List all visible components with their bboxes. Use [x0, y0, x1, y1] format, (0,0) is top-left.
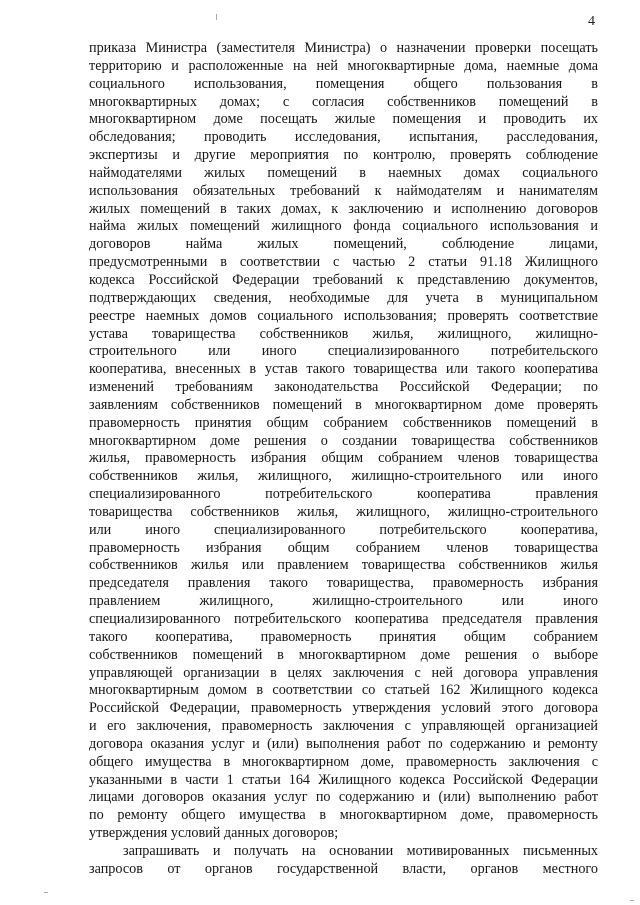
text-line: по ремонту общего имущества в многоквартирном доме, правомерность: [89, 807, 598, 824]
text-line: договоров найма жилых помещений, соблюдение лицами,: [89, 236, 598, 253]
scan-speck: [630, 900, 634, 901]
text-line: многоквартирном доме решения о создании товарищества собственников: [89, 432, 598, 449]
text-line: правомерность избрания общим собранием членов товарищества: [89, 539, 598, 556]
text-line: собственников жилья или правлением товарищества собственников жилья: [89, 557, 598, 574]
text-line: запрашивать и получать на основании мотивированных письменных: [123, 842, 598, 859]
text-line: кодекса Российской Федерации требований к представлению документов,: [89, 271, 598, 288]
page-number: 4: [588, 14, 595, 29]
text-line: общего имущества в многоквартирном доме, правомерность заключения с: [89, 753, 598, 770]
text-line: изменений требованиям законодательства Российской Федерации; по: [89, 379, 598, 396]
text-line: найма жилых помещений жилищного фонда социального использования и: [89, 218, 598, 235]
text-line: Российской Федерации, правомерность утверждения условий этого договора: [89, 700, 598, 717]
text-line: управляющей организации в целях заключения с ней договора управления: [89, 664, 598, 681]
text-line: многоквартирным домом в соответствии со статьей 162 Жилищного кодекса: [89, 682, 598, 699]
text-line: такого кооператива, правомерность принятия общим собранием: [89, 628, 598, 645]
text-line: товарищества собственников жилья, жилищного, жилищно-строительного: [89, 503, 598, 520]
text-line: предусмотренными в соответствии с частью 2 статьи 91.18 Жилищного: [89, 254, 598, 271]
text-line: устава товарищества собственников жилья, жилищного, жилищно-: [89, 325, 598, 342]
scan-speck: [216, 14, 217, 20]
text-line: указанными в части 1 статьи 164 Жилищного кодекса Российской Федерации: [89, 771, 598, 788]
text-line: приказа Министра (заместителя Министра) о назначении проверки посещать: [89, 40, 598, 56]
text-line: реестре наемных домов социального использования; проверять соответствие: [89, 307, 598, 324]
body-text: [89, 40, 598, 879]
text-line: наймодателями жилых помещений в наемных домах социального: [89, 164, 598, 181]
text-line: или иного специализированного потребительского кооператива,: [89, 521, 598, 538]
text-line: территорию и расположенные на ней многоквартирные дома, наемные дома: [89, 57, 598, 74]
text-line: договора оказания услуг и (или) выполнения работ по содержанию и ремонту: [89, 735, 598, 752]
text-line: социального использования, помещения общего пользования в: [89, 75, 598, 92]
text-line: правлением жилищного, жилищно-строительного или иного: [89, 593, 598, 610]
text-line: утверждения условий данных договоров;: [89, 825, 339, 842]
text-line: собственников помещений в многоквартирном доме решения о выборе: [89, 646, 598, 663]
text-line: заявлениям собственников помещений в многоквартирном доме проверять: [89, 396, 598, 413]
text-line: правомерность принятия общим собранием собственников помещений в: [89, 414, 598, 431]
text-line: председателя правления такого товарищества, правомерность избрания: [89, 575, 598, 592]
text-line: жилых помещений в таких домах, к заключению и исполнению договоров: [89, 200, 598, 217]
text-line: специализированного потребительского кооператива правления: [89, 486, 598, 503]
text-line: и его заключения, правомерность заключения с управляющей организацией: [89, 718, 598, 735]
text-line: обследования; проводить исследования, испытания, расследования,: [89, 129, 598, 146]
text-line: подтверждающих сведения, необходимые для учета в муниципальном: [89, 289, 598, 306]
text-line: строительного или иного специализированного потребительского: [89, 343, 598, 360]
text-line: многоквартирном доме посещать жилые помещения и проводить их: [89, 111, 598, 128]
text-line: запросов от органов государственной власти, органов местного: [89, 860, 598, 877]
text-line: жилья, правомерность избрания общим собранием членов товарищества: [89, 450, 598, 467]
text-line: многоквартирных домах; с согласия собственников помещений в: [89, 93, 598, 110]
text-line: собственников жилья, жилищного, жилищно-строительного или иного: [89, 468, 598, 485]
text-line: использования обязательных требований к наймодателям и нанимателям: [89, 182, 598, 199]
text-line: экспертизы и другие мероприятия по контролю, проверять соблюдение: [89, 147, 598, 164]
text-line: специализированного потребительского кооператива председателя правления: [89, 611, 598, 627]
text-line: кооператива, внесенных в устав такого товарищества или такого кооператива: [89, 361, 598, 378]
scan-speck: [44, 892, 48, 893]
text-line: лицами договоров оказания услуг по содержанию и (или) выполнению работ: [89, 789, 598, 806]
